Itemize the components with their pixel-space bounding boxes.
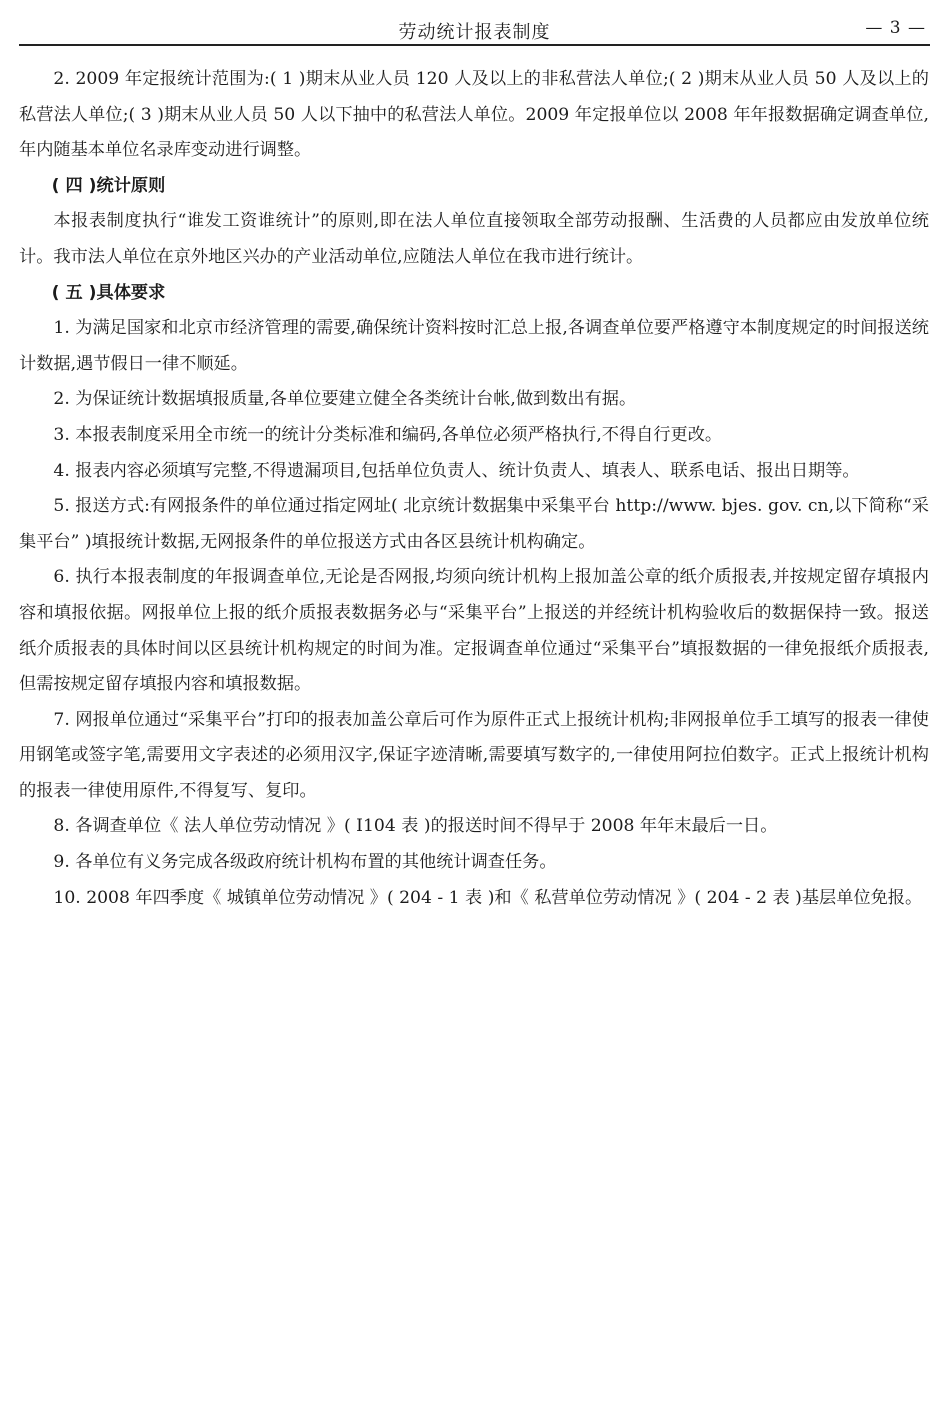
requirement-item-1: 1. 为满足国家和北京市经济管理的需要,确保统计资料按时汇总上报,各调查单位要严格遵守本制度规定的时间报送统计数据,遇节假日一律不顺延。 xyxy=(19,318,929,374)
requirement-item-8: 8. 各调查单位《 法人单位劳动情况 》( I104 表 )的报送时间不得早于 2008 年年末最后一日。 xyxy=(53,816,778,837)
paragraph-principles: 本报表制度执行“谁发工资谁统计”的原则,即在法人单位直接领取全部劳动报酬、生活费的人员都应由发放单位统计。我市法人单位在京外地区兴办的产业活动单位,应随法人单位在我市进行统计。 xyxy=(19,211,929,267)
requirement-item-3: 3. 本报表制度采用全市统一的统计分类标准和编码,各单位必须严格执行,不得自行更改。 xyxy=(53,424,723,445)
page-header xyxy=(19,14,930,46)
requirement-item-4: 4. 报表内容必须填写完整,不得遗漏项目,包括单位负责人、统计负责人、填表人、联系电话、报出日期等。 xyxy=(53,460,860,481)
document-body xyxy=(19,62,929,916)
requirement-item-6: 6. 执行本报表制度的年报调查单位,无论是否网报,均须向统计机构上报加盖公章的纸介质报表,并按规定留存填报内容和填报依据。网报单位上报的纸介质报表数据务必与“采集平台”上报送的并经统计机构验收后的数据保持一致。报送纸介质报表的具体时间以区县统计机构规定的时间为准。定报调查单位通过“采集平台”填报数据的一律免报纸介质报表,但需按规定留存填报内容和填报数据。 xyxy=(19,567,929,695)
paragraph-scope-2009: 2. 2009 年定报统计范围为:( 1 )期末从业人员 120 人及以上的非私营法人单位;( 2 )期末从业人员 50 人及以上的私营法人单位;( 3 )期末从业人员 50 人以下抽中的私营法人单位。2009 年定报单位以 2008 年年报数据确定调查单位,年内随基本单位名录库变动进行调整。 xyxy=(19,69,929,161)
requirement-item-9: 9. 各单位有义务完成各级政府统计机构布置的其他统计调查任务。 xyxy=(53,852,557,873)
requirement-item-7: 7. 网报单位通过“采集平台”打印的报表加盖公章后可作为原件正式上报统计机构;非网报单位手工填写的报表一律使用钢笔或签字笔,需要用文字表述的必须用汉字,保证字迹清晰,需要填写数字的,一律使用阿拉伯数字。正式上报统计机构的报表一律使用原件,不得复写、复印。 xyxy=(19,709,929,801)
header-title: 劳动统计报表制度 xyxy=(398,22,551,43)
requirement-item-2: 2. 为保证统计数据填报质量,各单位要建立健全各类统计台帐,做到数出有据。 xyxy=(53,389,637,410)
section-heading-requirements: ( 五 )具体要求 xyxy=(51,282,166,303)
page-number: — 3 — xyxy=(865,18,926,38)
section-heading-principles: ( 四 )统计原则 xyxy=(51,175,166,196)
requirement-item-10: 10. 2008 年四季度《 城镇单位劳动情况 》( 204 - 1 表 )和《 私营单位劳动情况 》( 204 - 2 表 )基层单位免报。 xyxy=(53,887,923,908)
requirement-item-5: 5. 报送方式:有网报条件的单位通过指定网址( 北京统计数据集中采集平台 http://www. bjes. gov. cn,以下简称“采集平台” )填报统计数据,无网报条件的单位报送方式由各区县统计机构确定。 xyxy=(19,496,929,552)
